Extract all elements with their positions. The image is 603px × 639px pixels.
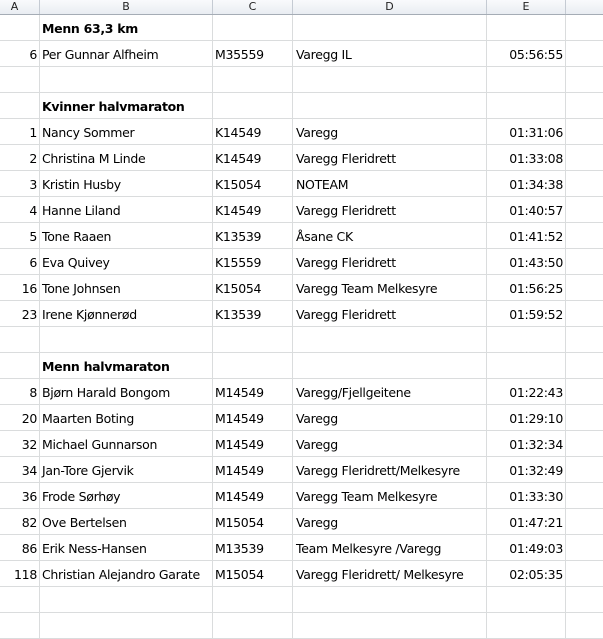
cell[interactable] [487, 587, 566, 612]
cell-place[interactable]: 32 [0, 431, 40, 456]
section-title-row [0, 353, 603, 379]
table-row [0, 561, 603, 587]
cell-place[interactable]: 34 [0, 457, 40, 482]
table-row [0, 171, 603, 197]
cell[interactable] [566, 171, 603, 196]
cell-club[interactable]: Varegg Fleridrett [293, 301, 487, 326]
cell-class[interactable]: M35559 [213, 41, 293, 66]
cell-time[interactable]: 01:40:57 [487, 197, 566, 222]
cell[interactable] [487, 327, 566, 352]
cell-name[interactable]: Tone Raaen [40, 223, 213, 248]
cell-name[interactable]: Irene Kjønnerød [40, 301, 213, 326]
cell[interactable] [566, 249, 603, 274]
cell[interactable] [0, 327, 40, 352]
cell-place[interactable]: 82 [0, 509, 40, 534]
cell-place[interactable]: 118 [0, 561, 40, 586]
cell-time[interactable]: 01:29:10 [487, 405, 566, 430]
table-row [0, 483, 603, 509]
cell-class[interactable]: K14549 [213, 119, 293, 144]
cell[interactable] [566, 197, 603, 222]
cell-club[interactable]: Varegg Team Melkesyre [293, 483, 487, 508]
cell[interactable] [293, 67, 487, 92]
cell-name[interactable]: Christian Alejandro Garate [40, 561, 213, 586]
cell-time[interactable]: 01:56:25 [487, 275, 566, 300]
cell[interactable] [0, 67, 40, 92]
cell-place[interactable]: 6 [0, 41, 40, 66]
section-title-row [0, 15, 603, 41]
cell-place[interactable]: 36 [0, 483, 40, 508]
cell-class[interactable]: K14549 [213, 145, 293, 170]
table-row [0, 431, 603, 457]
cell-club[interactable]: Varegg [293, 405, 487, 430]
table-row [0, 197, 603, 223]
cell-name[interactable]: Erik Ness-Hansen [40, 535, 213, 560]
cell-name[interactable]: Nancy Sommer [40, 119, 213, 144]
cell-name[interactable]: Bjørn Harald Bongom [40, 379, 213, 404]
table-row [0, 223, 603, 249]
cell[interactable] [293, 353, 487, 378]
cell-place[interactable]: 16 [0, 275, 40, 300]
cell[interactable] [566, 431, 603, 456]
cell[interactable] [0, 15, 40, 40]
cell-club[interactable]: Varegg Fleridrett/Melkesyre [293, 457, 487, 482]
table-row [0, 509, 603, 535]
column-header-f[interactable] [566, 0, 603, 14]
cell[interactable] [566, 223, 603, 248]
cell-club[interactable]: Team Melkesyre /Varegg [293, 535, 487, 560]
cell-name[interactable]: Per Gunnar Alfheim [40, 41, 213, 66]
cell-place[interactable]: 86 [0, 535, 40, 560]
cell[interactable] [40, 67, 213, 92]
cell-time[interactable]: 01:22:43 [487, 379, 566, 404]
cell[interactable] [40, 327, 213, 352]
cell[interactable] [213, 93, 293, 118]
cell-place[interactable]: 3 [0, 171, 40, 196]
cell[interactable] [40, 613, 213, 638]
table-row [0, 379, 603, 405]
table-row [0, 275, 603, 301]
cell[interactable] [566, 119, 603, 144]
cell[interactable] [0, 93, 40, 118]
column-header-e[interactable]: E [487, 0, 566, 14]
cell-place[interactable]: 4 [0, 197, 40, 222]
table-row [0, 145, 603, 171]
cell[interactable] [293, 613, 487, 638]
cell[interactable] [566, 67, 603, 92]
cell[interactable] [566, 535, 603, 560]
cell-class[interactable]: K15054 [213, 275, 293, 300]
cell[interactable] [213, 587, 293, 612]
table-row [0, 119, 603, 145]
cell-class[interactable]: K14549 [213, 197, 293, 222]
empty-row [0, 587, 603, 613]
cell[interactable] [0, 587, 40, 612]
table-row [0, 301, 603, 327]
column-header-a[interactable]: A [0, 0, 40, 14]
cell[interactable] [566, 15, 603, 40]
cell-class[interactable]: K15054 [213, 171, 293, 196]
cell-name[interactable]: Kristin Husby [40, 171, 213, 196]
cell-class[interactable]: M14549 [213, 483, 293, 508]
cell[interactable] [566, 145, 603, 170]
cell-time[interactable]: 01:49:03 [487, 535, 566, 560]
cell-place[interactable]: 23 [0, 301, 40, 326]
cell-class[interactable]: M14549 [213, 431, 293, 456]
section-title[interactable]: Kvinner halvmaraton [40, 93, 213, 118]
cell[interactable] [213, 15, 293, 40]
cell-time[interactable]: 05:56:55 [487, 41, 566, 66]
cell[interactable] [566, 457, 603, 482]
cell-class[interactable]: M14549 [213, 405, 293, 430]
cell-class[interactable]: M13539 [213, 535, 293, 560]
cell-time[interactable]: 01:32:34 [487, 431, 566, 456]
cell[interactable] [293, 327, 487, 352]
section-title[interactable]: Menn 63,3 km [40, 15, 213, 40]
table-row [0, 535, 603, 561]
cell[interactable] [487, 15, 566, 40]
table-row [0, 249, 603, 275]
cell-time[interactable]: 01:31:06 [487, 119, 566, 144]
cell-place[interactable]: 20 [0, 405, 40, 430]
cell[interactable] [566, 93, 603, 118]
cell-club[interactable]: Varegg Fleridrett [293, 145, 487, 170]
cell-class[interactable]: K15559 [213, 249, 293, 274]
cell-name[interactable]: Christina M Linde [40, 145, 213, 170]
cell-time[interactable]: 01:59:52 [487, 301, 566, 326]
empty-row [0, 67, 603, 93]
cell-name[interactable]: Ove Bertelsen [40, 509, 213, 534]
cell-place[interactable]: 6 [0, 249, 40, 274]
cell-club[interactable]: NOTEAM [293, 171, 487, 196]
cell[interactable] [566, 509, 603, 534]
cell[interactable] [213, 327, 293, 352]
cell[interactable] [213, 67, 293, 92]
cell-club[interactable]: Varegg [293, 119, 487, 144]
cell-place[interactable]: 5 [0, 223, 40, 248]
cell-name[interactable]: Michael Gunnarson [40, 431, 213, 456]
cell-time[interactable]: 01:47:21 [487, 509, 566, 534]
cell-name[interactable]: Jan-Tore Gjervik [40, 457, 213, 482]
cell[interactable] [293, 15, 487, 40]
cell-time[interactable]: 02:05:35 [487, 561, 566, 586]
cell-club[interactable]: Varegg Fleridrett [293, 197, 487, 222]
cell[interactable] [566, 561, 603, 586]
cell-name[interactable]: Tone Johnsen [40, 275, 213, 300]
cell-club[interactable]: Varegg/Fjellgeitene [293, 379, 487, 404]
cell-place[interactable]: 1 [0, 119, 40, 144]
cell-class[interactable]: K13539 [213, 301, 293, 326]
cell[interactable] [487, 353, 566, 378]
cell-class[interactable]: M14549 [213, 457, 293, 482]
table-row [0, 457, 603, 483]
cell[interactable] [0, 613, 40, 638]
cell-time[interactable]: 01:33:08 [487, 145, 566, 170]
cell[interactable] [487, 67, 566, 92]
cell-time[interactable]: 01:34:38 [487, 171, 566, 196]
cell[interactable] [566, 613, 603, 638]
cell[interactable] [566, 301, 603, 326]
cell[interactable] [487, 613, 566, 638]
cell[interactable] [566, 405, 603, 430]
cell[interactable] [566, 483, 603, 508]
cell[interactable] [487, 93, 566, 118]
table-row [0, 41, 603, 67]
cell[interactable] [0, 353, 40, 378]
column-header-bar [0, 0, 603, 15]
cell-time[interactable]: 01:43:50 [487, 249, 566, 274]
section-title[interactable]: Menn halvmaraton [40, 353, 213, 378]
cell-place[interactable]: 8 [0, 379, 40, 404]
empty-row [0, 327, 603, 353]
cell-club[interactable]: Varegg IL [293, 41, 487, 66]
column-header-c[interactable]: C [213, 0, 293, 14]
cell[interactable] [566, 353, 603, 378]
cell[interactable] [566, 379, 603, 404]
cell-name[interactable]: Eva Quivey [40, 249, 213, 274]
cell-place[interactable]: 2 [0, 145, 40, 170]
cell-club[interactable]: Varegg Fleridrett [293, 249, 487, 274]
cell[interactable] [293, 587, 487, 612]
cell[interactable] [566, 41, 603, 66]
cell-club[interactable]: Varegg Team Melkesyre [293, 275, 487, 300]
empty-row [0, 613, 603, 639]
cell-time[interactable]: 01:32:49 [487, 457, 566, 482]
cell[interactable] [40, 587, 213, 612]
cell-time[interactable]: 01:41:52 [487, 223, 566, 248]
cell-club[interactable]: Varegg Fleridrett/ Melkesyre [293, 561, 487, 586]
cell-name[interactable]: Hanne Liland [40, 197, 213, 222]
cell-class[interactable]: K13539 [213, 223, 293, 248]
cell-club[interactable]: Varegg [293, 431, 487, 456]
column-header-b[interactable]: B [40, 0, 213, 14]
cell[interactable] [566, 275, 603, 300]
cell[interactable] [213, 613, 293, 638]
cell[interactable] [566, 327, 603, 352]
column-header-d[interactable]: D [293, 0, 487, 14]
cell[interactable] [293, 93, 487, 118]
section-title-row [0, 93, 603, 119]
cell-name[interactable]: Maarten Boting [40, 405, 213, 430]
cell-time[interactable]: 01:33:30 [487, 483, 566, 508]
cell[interactable] [213, 353, 293, 378]
cell-class[interactable]: M15054 [213, 509, 293, 534]
cell-class[interactable]: M14549 [213, 379, 293, 404]
cell-name[interactable]: Frode Sørhøy [40, 483, 213, 508]
cell-club[interactable]: Åsane CK [293, 223, 487, 248]
cell[interactable] [566, 587, 603, 612]
cell-club[interactable]: Varegg [293, 509, 487, 534]
cell-class[interactable]: M15054 [213, 561, 293, 586]
table-row [0, 405, 603, 431]
